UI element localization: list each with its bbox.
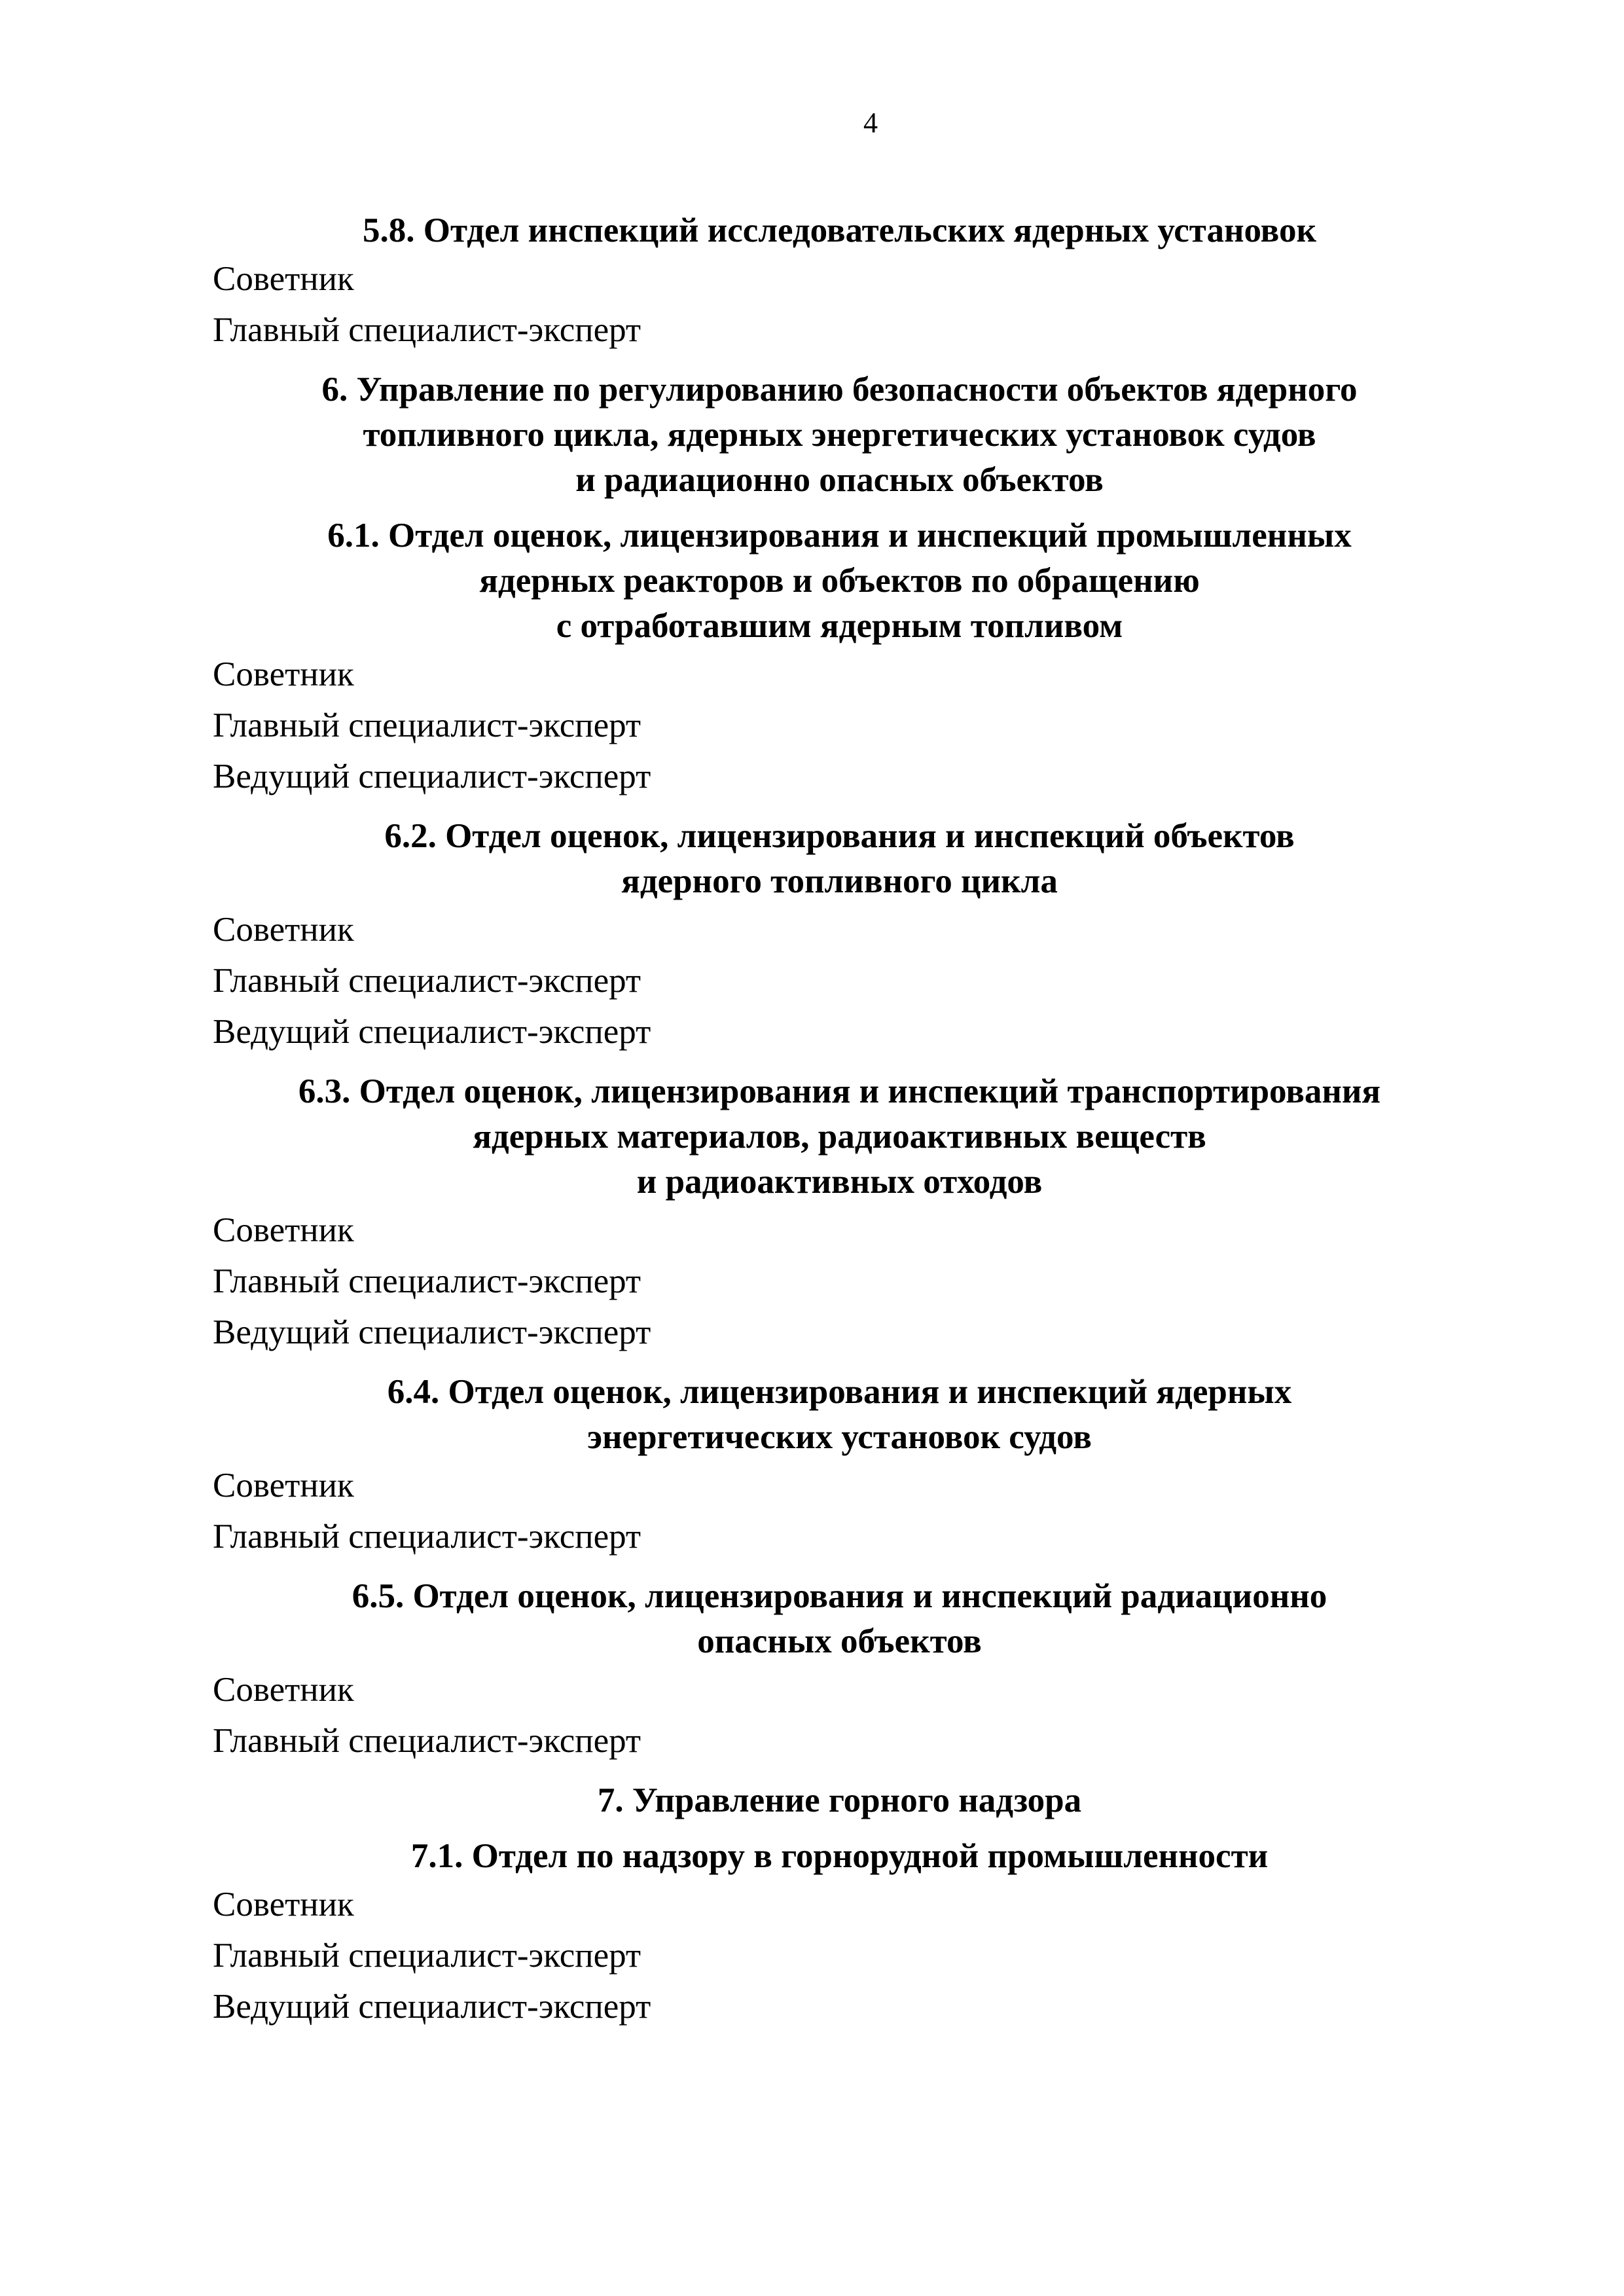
position-list <box>213 1205 1466 1358</box>
position-item: Главный специалист-эксперт <box>213 1518 641 1556</box>
position-list <box>213 1879 1466 2032</box>
position-list <box>213 1460 1466 1562</box>
section-6-4 <box>213 1370 1466 1562</box>
document-body <box>213 208 1466 2032</box>
section-6-1 <box>213 513 1466 802</box>
heading-line: ядерных материалов, радиоактивных веществ <box>473 1118 1206 1156</box>
position-item: Советник <box>213 260 354 298</box>
position-item: Советник <box>213 1886 354 1923</box>
position-item: Главный специалист-эксперт <box>213 311 641 349</box>
section-6-5 <box>213 1574 1466 1766</box>
heading-line: топливного цикла, ядерных энергетических установок судов <box>363 416 1316 454</box>
position-list <box>213 253 1466 355</box>
section-heading <box>213 814 1466 904</box>
heading-line: 7.1. Отдел по надзору в горнорудной промышленности <box>410 1837 1269 1875</box>
position-item: Главный специалист-эксперт <box>213 962 641 1000</box>
heading-line: и радиационно опасных объектов <box>575 461 1104 499</box>
heading-line: энергетических установок судов <box>587 1418 1092 1456</box>
section-heading <box>213 1069 1466 1205</box>
section-heading <box>213 367 1466 503</box>
position-list <box>213 904 1466 1057</box>
heading-line: 6.2. Отдел оценок, лицензирования и инспекций объектов <box>384 817 1295 855</box>
position-list <box>213 649 1466 802</box>
position-item: Главный специалист-эксперт <box>213 1937 641 1975</box>
section-heading <box>213 1778 1466 1823</box>
position-item: Советник <box>213 655 354 693</box>
section-7-1 <box>213 1834 1466 2032</box>
heading-line: ядерного топливного цикла <box>621 862 1058 900</box>
heading-line: опасных объектов <box>697 1622 982 1660</box>
position-item: Главный специалист-эксперт <box>213 1722 641 1760</box>
position-item: Советник <box>213 1671 354 1709</box>
section-heading <box>213 1834 1466 1879</box>
section-heading <box>213 208 1466 253</box>
heading-line: 6.1. Отдел оценок, лицензирования и инспекций промышленных <box>327 517 1352 555</box>
section-heading <box>213 1370 1466 1460</box>
position-item: Ведущий специалист-эксперт <box>213 1013 651 1051</box>
heading-line: 6. Управление по регулированию безопасности объектов ядерного <box>321 371 1358 409</box>
page-number: 4 <box>863 107 878 139</box>
section-7 <box>213 1778 1466 1823</box>
heading-line: 6.5. Отдел оценок, лицензирования и инспекций радиационно <box>352 1577 1327 1615</box>
heading-line: 7. Управление горного надзора <box>597 1781 1082 1819</box>
position-list <box>213 1664 1466 1766</box>
position-item: Советник <box>213 911 354 949</box>
section-heading <box>213 513 1466 649</box>
section-5-8 <box>213 208 1466 355</box>
section-heading <box>213 1574 1466 1664</box>
heading-line: ядерных реакторов и объектов по обращению <box>479 562 1200 600</box>
position-item: Советник <box>213 1211 354 1249</box>
heading-line: 6.3. Отдел оценок, лицензирования и инспекций транспортирования <box>298 1072 1381 1110</box>
section-6-3 <box>213 1069 1466 1358</box>
heading-line: и радиоактивных отходов <box>636 1163 1043 1201</box>
section-6-2 <box>213 814 1466 1057</box>
section-6 <box>213 367 1466 503</box>
position-item: Ведущий специалист-эксперт <box>213 1988 651 2026</box>
heading-line: 6.4. Отдел оценок, лицензирования и инспекций ядерных <box>387 1373 1292 1411</box>
position-item: Ведущий специалист-эксперт <box>213 757 651 795</box>
position-item: Главный специалист-эксперт <box>213 1262 641 1300</box>
heading-line: 5.8. Отдел инспекций исследовательских ядерных установок <box>363 211 1316 249</box>
position-item: Ведущий специалист-эксперт <box>213 1313 651 1351</box>
heading-line: с отработавшим ядерным топливом <box>556 607 1123 645</box>
position-item: Главный специалист-эксперт <box>213 706 641 744</box>
position-item: Советник <box>213 1467 354 1504</box>
